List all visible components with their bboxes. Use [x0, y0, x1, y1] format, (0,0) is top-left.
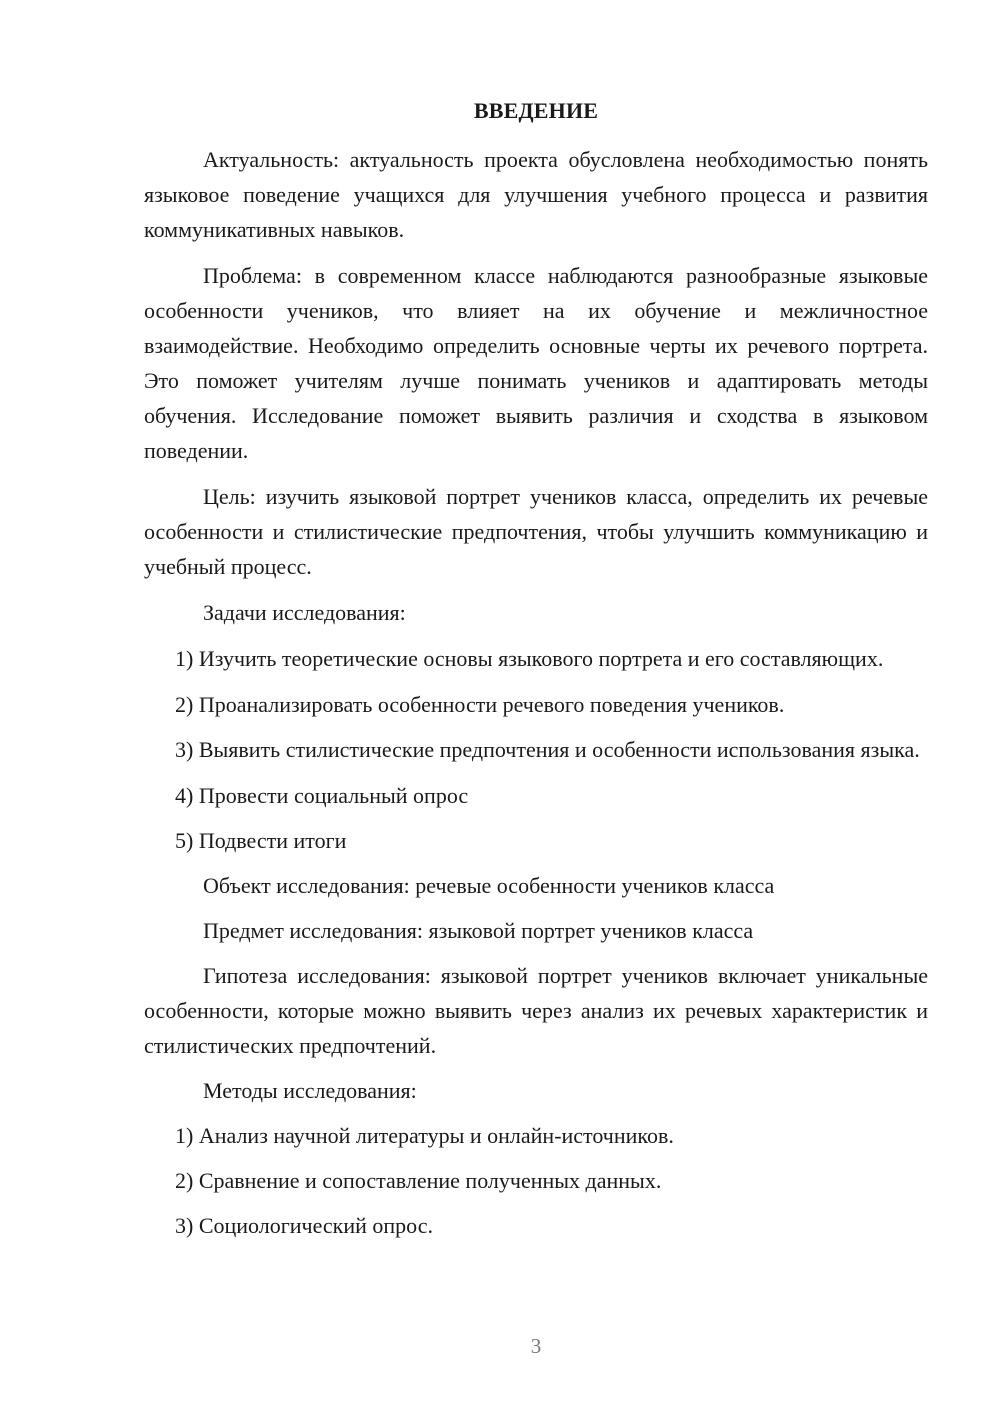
page-number: 3 — [530, 1334, 542, 1358]
method-item-2: 2) Сравнение и сопоставление полученных данных. — [175, 1168, 662, 1193]
object-paragraph: Объект исследования: речевые особенности учеников класса — [203, 873, 775, 898]
problem-paragraph: Проблема: в современном классе наблюдаются разнообразные языковые особенности учеников, что влияет на их обучение и межличностное взаимодействие. Необходимо определить основные черты их речевого портрета. Это поможет учителям лучше понимать учеников и адаптировать методы обучения. Исследование поможет выявить различия и сходства в языковом поведении. — [144, 263, 928, 463]
hypothesis-paragraph: Гипотеза исследования: языковой портрет учеников включает уникальные особенности, которые можно выявить через анализ их речевых характеристик и стилистических предпочтений. — [144, 963, 928, 1058]
page-content — [144, 96, 928, 1243]
section-heading: ВВЕДЕНИЕ — [473, 98, 599, 123]
task-item-4: 4) Провести социальный опрос — [175, 783, 469, 808]
method-item-1: 1) Анализ научной литературы и онлайн-источников. — [175, 1123, 674, 1148]
relevance-paragraph: Актуальность: актуальность проекта обусловлена необходимостью понять языковое поведение учащихся для улучшения учебного процесса и развития коммуникативных навыков. — [144, 147, 928, 242]
subject-paragraph: Предмет исследования: языковой портрет учеников класса — [203, 918, 754, 943]
task-item-3: 3) Выявить стилистические предпочтения и особенности использования языка. — [175, 737, 920, 762]
task-item-1: 1) Изучить теоретические основы языкового портрета и его составляющих. — [175, 646, 884, 671]
methods-heading: Методы исследования: — [203, 1078, 417, 1103]
tasks-heading: Задачи исследования: — [203, 600, 406, 625]
goal-paragraph: Цель: изучить языковой портрет учеников класса, определить их речевые особенности и стилистические предпочтения, чтобы улучшить коммуникацию и учебный процесс. — [144, 484, 928, 579]
method-item-3: 3) Социологический опрос. — [175, 1213, 433, 1238]
task-item-2: 2) Проанализировать особенности речевого поведения учеников. — [175, 692, 785, 717]
task-item-5: 5) Подвести итоги — [175, 828, 347, 853]
